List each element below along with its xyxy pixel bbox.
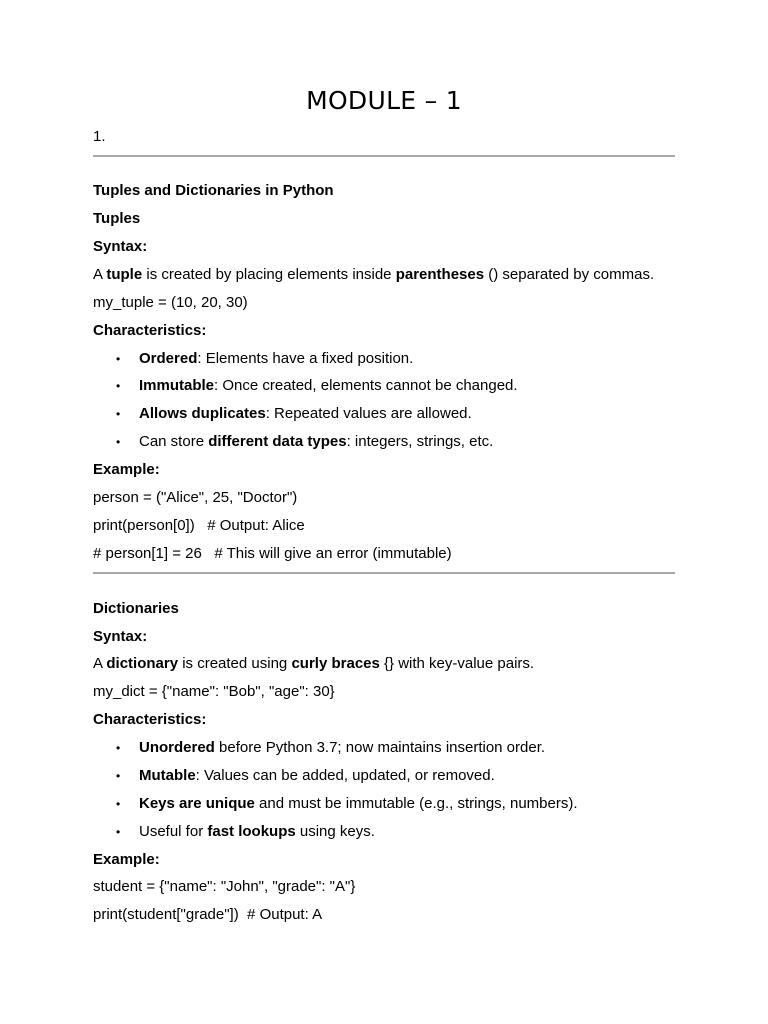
text-run: is created using [178, 655, 292, 672]
text-run-bold: Unordered [139, 739, 215, 756]
main-heading: Tuples and Dictionaries in Python [93, 182, 334, 199]
list-item [116, 405, 472, 423]
code-line: student = {"name": "John", "grade": "A"} [93, 878, 356, 895]
dictionaries-heading: Dictionaries [93, 600, 179, 617]
code-line: print(person[0]) # Output: Alice [93, 517, 305, 534]
text-run-bold: Mutable [139, 767, 196, 784]
text-run: before Python 3.7; now maintains insertion order. [214, 739, 546, 756]
text-run: () separated by commas. [484, 266, 655, 283]
text-run: : integers, strings, etc. [346, 433, 494, 450]
list-item [116, 377, 518, 395]
bullet-icon: • [116, 769, 121, 783]
bullet-icon: • [116, 379, 121, 393]
text-run: Useful for [139, 823, 208, 840]
list-item [116, 767, 495, 785]
tuples-example-label: Example: [93, 461, 160, 478]
text-run-bold: tuple [106, 266, 143, 283]
text-run-bold: different data types [208, 433, 347, 450]
text-run: : Elements have a fixed position. [197, 350, 414, 367]
tuples-syntax-code: my_tuple = (10, 20, 30) [93, 294, 248, 311]
text-run-bold: parentheses [395, 266, 485, 283]
text-run: using keys. [295, 823, 375, 840]
text-run: {} with key-value pairs. [379, 655, 535, 672]
list-item [116, 350, 414, 368]
dictionaries-characteristics-label: Characteristics: [93, 711, 207, 728]
bullet-icon: • [116, 741, 121, 755]
dictionaries-example-label: Example: [93, 851, 160, 868]
text-run: and must be immutable (e.g., strings, numbers). [254, 795, 578, 812]
dictionaries-syntax-label: Syntax: [93, 628, 148, 645]
page-title: MODULE – 1 [306, 86, 462, 115]
horizontal-rule [93, 572, 675, 574]
code-line: print(student["grade"]) # Output: A [93, 906, 323, 923]
text-run-bold: Keys are unique [139, 795, 255, 812]
list-item [116, 823, 375, 841]
bullet-icon: • [116, 797, 121, 811]
text-run: A [93, 266, 107, 283]
text-run: is created by placing elements inside [142, 266, 396, 283]
horizontal-rule [93, 155, 675, 157]
text-run-bold: fast lookups [207, 823, 296, 840]
tuples-syntax-text [93, 266, 654, 284]
text-run: : Repeated values are allowed. [265, 405, 472, 422]
text-run-bold: curly braces [291, 655, 380, 672]
list-item [116, 739, 546, 757]
code-line: # person[1] = 26 # This will give an error (immutable) [93, 545, 452, 562]
tuples-syntax-label: Syntax: [93, 238, 148, 255]
bullet-icon: • [116, 407, 121, 421]
item-number: 1. [93, 128, 106, 145]
text-run-bold: Allows duplicates [139, 405, 266, 422]
dictionaries-syntax-text [93, 655, 534, 673]
tuples-characteristics-label: Characteristics: [93, 322, 207, 339]
text-run: : Values can be added, updated, or removed. [195, 767, 495, 784]
text-run: A [93, 655, 107, 672]
code-line: person = ("Alice", 25, "Doctor") [93, 489, 298, 506]
text-run-bold: Immutable [139, 377, 215, 394]
tuples-heading: Tuples [93, 210, 141, 227]
text-run-bold: dictionary [106, 655, 179, 672]
bullet-icon: • [116, 825, 121, 839]
list-item [116, 433, 494, 451]
text-run: Can store [139, 433, 209, 450]
text-run: : Once created, elements cannot be changed. [214, 377, 518, 394]
list-item [116, 795, 578, 813]
dictionaries-syntax-code: my_dict = {"name": "Bob", "age": 30} [93, 683, 335, 700]
text-run-bold: Ordered [139, 350, 198, 367]
bullet-icon: • [116, 352, 121, 366]
bullet-icon: • [116, 435, 121, 449]
